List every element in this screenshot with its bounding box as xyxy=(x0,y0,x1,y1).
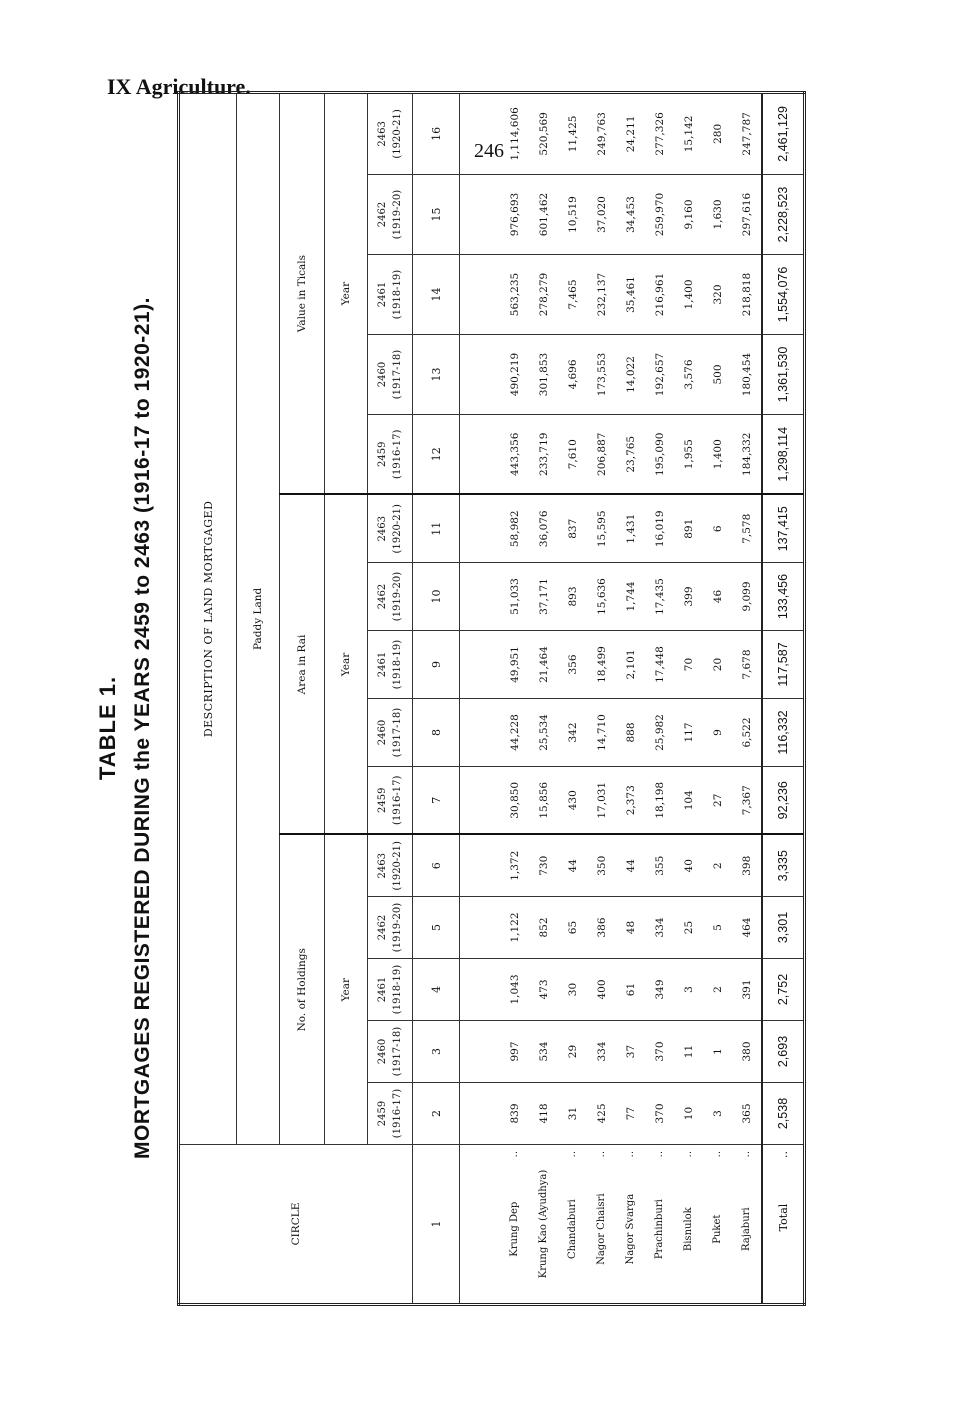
total-cell: 137,415 xyxy=(762,495,805,563)
year-label-area: Year xyxy=(325,495,368,835)
table-cell: 17,031 xyxy=(587,767,616,835)
circle-name xyxy=(616,1145,645,1305)
table-cell: 6 xyxy=(703,495,732,563)
total-cell: 117,587 xyxy=(762,631,805,699)
table-cell: 37,171 xyxy=(529,563,558,631)
table-title: MORTGAGES REGISTERED DURING the YEARS 2459 to 2463 (1916-17 to 1920-21). xyxy=(131,297,154,1159)
column-number: 8 xyxy=(413,699,460,767)
table-cell: 232,137 xyxy=(587,255,616,335)
table-cell: 6,522 xyxy=(732,699,762,767)
table-cell: 837 xyxy=(558,495,587,563)
table-cell: 17,448 xyxy=(645,631,674,699)
table-cell: 5 xyxy=(703,897,732,959)
leader-dots: .. xyxy=(509,1151,520,1158)
year-western: (1916-17) xyxy=(392,1088,403,1139)
table-cell: 839 xyxy=(460,1083,530,1145)
circle-name xyxy=(732,1145,762,1305)
total-cell: 2,538 xyxy=(762,1083,805,1145)
column-number: 10 xyxy=(413,563,460,631)
leader-dots: .. xyxy=(596,1151,607,1158)
table-row xyxy=(703,92,732,1304)
table-cell: 365 xyxy=(732,1083,762,1145)
table-cell: 10,519 xyxy=(558,175,587,255)
table-row xyxy=(460,92,530,1304)
table-cell: 117 xyxy=(674,699,703,767)
total-cell: 3,335 xyxy=(762,835,805,897)
table-cell: 48 xyxy=(616,897,645,959)
year-header xyxy=(368,563,413,631)
total-cell: 2,228,523 xyxy=(762,175,805,255)
table-cell: 278,279 xyxy=(529,255,558,335)
page-number: 246 xyxy=(474,140,504,162)
table-row xyxy=(645,92,674,1304)
table-cell: 25 xyxy=(674,897,703,959)
table-cell: 37 xyxy=(616,1021,645,1083)
table-row xyxy=(732,92,762,1304)
table-cell: 888 xyxy=(616,699,645,767)
table-cell: 301,853 xyxy=(529,335,558,415)
table-cell: 334 xyxy=(587,1021,616,1083)
year-thai: 2462 xyxy=(377,914,388,941)
table-cell: 355 xyxy=(645,835,674,897)
year-western: (1918-19) xyxy=(392,269,403,320)
table-cell: 334 xyxy=(645,897,674,959)
circle-name xyxy=(460,1145,530,1305)
column-number: 7 xyxy=(413,767,460,835)
table-cell: 1,043 xyxy=(460,959,530,1021)
circle-name xyxy=(587,1145,616,1305)
year-header xyxy=(368,897,413,959)
year-thai: 2460 xyxy=(377,361,388,388)
table-cell: 14,710 xyxy=(587,699,616,767)
table-cell: 61 xyxy=(616,959,645,1021)
circle-label: Prachinburi xyxy=(654,1199,665,1260)
year-western: (1920-21) xyxy=(392,504,403,554)
table-cell: 36,076 xyxy=(529,495,558,563)
table-cell: 320 xyxy=(703,255,732,335)
table-cell: 15,142 xyxy=(674,92,703,174)
circle-name xyxy=(674,1145,703,1305)
year-label-value: Year xyxy=(325,92,368,494)
column-number: 14 xyxy=(413,255,460,335)
column-number: 16 xyxy=(413,92,460,174)
leader-dots: .. xyxy=(712,1151,723,1158)
leader-dots: .. xyxy=(683,1151,694,1158)
column-number: 11 xyxy=(413,495,460,563)
table-cell: 2,373 xyxy=(616,767,645,835)
total-label-cell xyxy=(762,1145,805,1305)
year-thai: 2460 xyxy=(377,719,388,746)
year-western: (1919-20) xyxy=(392,189,403,240)
year-header xyxy=(368,255,413,335)
table-cell: 399 xyxy=(674,563,703,631)
table-cell: 1 xyxy=(703,1021,732,1083)
table-cell: 218,818 xyxy=(732,255,762,335)
year-thai: 2461 xyxy=(377,651,388,678)
table-cell: 425 xyxy=(587,1083,616,1145)
table-cell: 464 xyxy=(732,897,762,959)
table-cell: 184,332 xyxy=(732,415,762,495)
table-cell: 259,970 xyxy=(645,175,674,255)
header-circle: CIRCLE xyxy=(179,1145,413,1305)
table-cell: 15,595 xyxy=(587,495,616,563)
table-cell: 25,534 xyxy=(529,699,558,767)
table-cell: 1,431 xyxy=(616,495,645,563)
column-number: 9 xyxy=(413,631,460,699)
table-cell: 21,464 xyxy=(529,631,558,699)
year-western: (1920-21) xyxy=(392,841,403,891)
circle-name xyxy=(645,1145,674,1305)
table-row xyxy=(616,92,645,1304)
circle-label: Nagor Svarga xyxy=(625,1193,636,1265)
table-cell: 490,219 xyxy=(460,335,530,415)
column-number: 12 xyxy=(413,415,460,495)
table-cell: 473 xyxy=(529,959,558,1021)
total-cell: 2,461,129 xyxy=(762,92,805,174)
year-header xyxy=(368,175,413,255)
table-cell: 563,235 xyxy=(460,255,530,335)
year-western: (1920-21) xyxy=(392,109,403,159)
column-number: 3 xyxy=(413,1021,460,1083)
table-cell: 51,033 xyxy=(460,563,530,631)
group-value: Value in Ticals xyxy=(280,92,325,494)
table-cell: 370 xyxy=(645,1021,674,1083)
table-cell: 7,578 xyxy=(732,495,762,563)
table-cell: 3,576 xyxy=(674,335,703,415)
year-header xyxy=(368,495,413,563)
year-western: (1919-20) xyxy=(392,902,403,953)
year-thai: 2463 xyxy=(377,121,388,147)
circle-label: Krung Kao (Ayudhya) xyxy=(538,1169,549,1279)
year-thai: 2462 xyxy=(377,583,388,610)
circle-label: Puket xyxy=(712,1214,723,1244)
table-cell: 35,461 xyxy=(616,255,645,335)
year-thai: 2462 xyxy=(377,201,388,228)
table-cell: 891 xyxy=(674,495,703,563)
table-cell: 386 xyxy=(587,897,616,959)
table-cell: 77 xyxy=(616,1083,645,1145)
table-cell: 976,693 xyxy=(460,175,530,255)
table-cell: 356 xyxy=(558,631,587,699)
table-cell: 14,022 xyxy=(616,335,645,415)
table-cell: 31 xyxy=(558,1083,587,1145)
table-cell: 4,696 xyxy=(558,335,587,415)
table-cell: 1,372 xyxy=(460,835,530,897)
section-heading: IX Agriculture. xyxy=(107,74,251,99)
circle-label: Chandaburi xyxy=(567,1199,578,1260)
table-cell: 195,090 xyxy=(645,415,674,495)
table-cell: 23,765 xyxy=(616,415,645,495)
table-cell: 430 xyxy=(558,767,587,835)
table-cell: 17,435 xyxy=(645,563,674,631)
table-cell: 297,616 xyxy=(732,175,762,255)
table-cell: 1,122 xyxy=(460,897,530,959)
table-cell: 16,019 xyxy=(645,495,674,563)
circle-name xyxy=(558,1145,587,1305)
total-cell: 2,752 xyxy=(762,959,805,1021)
table-cell: 601,462 xyxy=(529,175,558,255)
year-western: (1916-17) xyxy=(392,775,403,825)
total-cell: 1,298,114 xyxy=(762,415,805,495)
table-cell: 7,678 xyxy=(732,631,762,699)
table-cell: 443,356 xyxy=(460,415,530,495)
column-number: 6 xyxy=(413,835,460,897)
table-cell: 280 xyxy=(703,92,732,174)
table-cell: 9 xyxy=(703,699,732,767)
table-cell: 3 xyxy=(674,959,703,1021)
rotated-table-block xyxy=(95,106,790,1318)
circle-label: Krung Dep xyxy=(509,1201,520,1257)
year-label-holdings: Year xyxy=(325,835,368,1145)
table-cell: 216,961 xyxy=(645,255,674,335)
total-cell: 1,361,530 xyxy=(762,335,805,415)
table-cell: 852 xyxy=(529,897,558,959)
table-row xyxy=(674,92,703,1304)
table-cell: 29 xyxy=(558,1021,587,1083)
table-cell: 1,114,606 xyxy=(460,92,530,174)
column-number: 4 xyxy=(413,959,460,1021)
total-row xyxy=(762,92,805,1304)
total-cell: 1,554,076 xyxy=(762,255,805,335)
year-thai: 2459 xyxy=(377,787,388,813)
year-thai: 2461 xyxy=(377,976,388,1003)
table-cell: 27 xyxy=(703,767,732,835)
leader-dots: .. xyxy=(567,1151,578,1158)
total-cell: 116,332 xyxy=(762,699,805,767)
table-cell: 173,553 xyxy=(587,335,616,415)
header-description: DESCRIPTION OF LAND MORTGAGED xyxy=(179,92,237,1144)
table-cell: 15,636 xyxy=(587,563,616,631)
year-header xyxy=(368,335,413,415)
leader-dots: .. xyxy=(625,1151,636,1158)
table-cell: 37,020 xyxy=(587,175,616,255)
table-cell: 1,400 xyxy=(674,255,703,335)
leader-dots: .. xyxy=(776,1151,790,1158)
mortgages-table xyxy=(177,91,806,1306)
table-cell: 65 xyxy=(558,897,587,959)
table-cell: 7,465 xyxy=(558,255,587,335)
table-cell: 400 xyxy=(587,959,616,1021)
circle-label: Bisnulok xyxy=(683,1207,694,1252)
table-cell: 2 xyxy=(703,959,732,1021)
table-cell: 2 xyxy=(703,835,732,897)
year-thai: 2459 xyxy=(377,1100,388,1127)
table-cell: 30 xyxy=(558,959,587,1021)
circle-label: Rajaburi xyxy=(741,1207,752,1251)
table-cell: 500 xyxy=(703,335,732,415)
year-thai: 2460 xyxy=(377,1038,388,1065)
column-number: 15 xyxy=(413,175,460,255)
total-cell: 3,301 xyxy=(762,897,805,959)
table-cell: 104 xyxy=(674,767,703,835)
year-western: (1917-18) xyxy=(392,707,403,758)
table-cell: 70 xyxy=(674,631,703,699)
table-cell: 247,787 xyxy=(732,92,762,174)
group-area: Area in Rai xyxy=(280,495,325,835)
year-header xyxy=(368,699,413,767)
table-cell: 893 xyxy=(558,563,587,631)
year-header xyxy=(368,1021,413,1083)
header-paddy-land: Paddy Land xyxy=(237,92,280,1144)
table-row xyxy=(529,92,558,1304)
total-cell: 133,456 xyxy=(762,563,805,631)
year-western: (1917-18) xyxy=(392,349,403,400)
table-cell: 11,425 xyxy=(558,92,587,174)
table-cell: 233,719 xyxy=(529,415,558,495)
table-cell: 7,367 xyxy=(732,767,762,835)
leader-dots: .. xyxy=(654,1151,665,1158)
year-thai: 2463 xyxy=(377,853,388,879)
table-cell: 730 xyxy=(529,835,558,897)
table-cell: 24,211 xyxy=(616,92,645,174)
year-thai: 2461 xyxy=(377,281,388,308)
table-cell: 1,744 xyxy=(616,563,645,631)
table-cell: 20 xyxy=(703,631,732,699)
column-number: 5 xyxy=(413,897,460,959)
table-cell: 192,657 xyxy=(645,335,674,415)
table-cell: 40 xyxy=(674,835,703,897)
table-cell: 34,453 xyxy=(616,175,645,255)
year-thai: 2463 xyxy=(377,516,388,542)
table-cell: 1,955 xyxy=(674,415,703,495)
table-cell: 18,198 xyxy=(645,767,674,835)
year-western: (1916-17) xyxy=(392,429,403,479)
table-cell: 370 xyxy=(645,1083,674,1145)
table-cell: 58,982 xyxy=(460,495,530,563)
table-cell: 25,982 xyxy=(645,699,674,767)
total-cell: 2,693 xyxy=(762,1021,805,1083)
year-header xyxy=(368,959,413,1021)
total-label: Total xyxy=(776,1203,790,1232)
leader-dots: .. xyxy=(741,1151,752,1158)
table-cell: 534 xyxy=(529,1021,558,1083)
table-number: TABLE 1. xyxy=(95,675,120,781)
year-western: (1917-18) xyxy=(392,1026,403,1077)
table-cell: 391 xyxy=(732,959,762,1021)
table-cell: 46 xyxy=(703,563,732,631)
table-cell: 18,499 xyxy=(587,631,616,699)
table-cell: 418 xyxy=(529,1083,558,1145)
table-cell: 997 xyxy=(460,1021,530,1083)
total-cell: 92,236 xyxy=(762,767,805,835)
table-cell: 44 xyxy=(558,835,587,897)
year-western: (1918-19) xyxy=(392,639,403,690)
table-row xyxy=(587,92,616,1304)
circle-name xyxy=(529,1145,558,1305)
year-western: (1919-20) xyxy=(392,571,403,622)
year-header xyxy=(368,1083,413,1145)
table-cell: 10 xyxy=(674,1083,703,1145)
circle-name xyxy=(703,1145,732,1305)
table-cell: 11 xyxy=(674,1021,703,1083)
table-cell: 49,951 xyxy=(460,631,530,699)
year-header xyxy=(368,835,413,897)
year-header xyxy=(368,767,413,835)
group-holdings: No. of Holdings xyxy=(280,835,325,1145)
year-western: (1918-19) xyxy=(392,964,403,1015)
year-header xyxy=(368,415,413,495)
column-number: 2 xyxy=(413,1083,460,1145)
table-cell: 206,887 xyxy=(587,415,616,495)
table-cell: 3 xyxy=(703,1083,732,1145)
year-header xyxy=(368,92,413,174)
table-cell: 1,400 xyxy=(703,415,732,495)
table-cell: 44,228 xyxy=(460,699,530,767)
table-cell: 349 xyxy=(645,959,674,1021)
year-header xyxy=(368,631,413,699)
year-thai: 2459 xyxy=(377,441,388,467)
table-cell: 2,101 xyxy=(616,631,645,699)
table-cell: 15,856 xyxy=(529,767,558,835)
table-cell: 7,610 xyxy=(558,415,587,495)
table-cell: 9,099 xyxy=(732,563,762,631)
table-cell: 380 xyxy=(732,1021,762,1083)
table-cell: 1,630 xyxy=(703,175,732,255)
table-cell: 277,326 xyxy=(645,92,674,174)
table-cell: 30,850 xyxy=(460,767,530,835)
table-cell: 44 xyxy=(616,835,645,897)
table-cell: 249,763 xyxy=(587,92,616,174)
column-number: 1 xyxy=(413,1145,460,1305)
table-cell: 342 xyxy=(558,699,587,767)
table-row xyxy=(558,92,587,1304)
table-cell: 398 xyxy=(732,835,762,897)
table-cell: 350 xyxy=(587,835,616,897)
table-cell: 520,569 xyxy=(529,92,558,174)
column-number: 13 xyxy=(413,335,460,415)
circle-label: Nagor Chaisri xyxy=(596,1193,607,1265)
table-cell: 9,160 xyxy=(674,175,703,255)
table-cell: 180,454 xyxy=(732,335,762,415)
